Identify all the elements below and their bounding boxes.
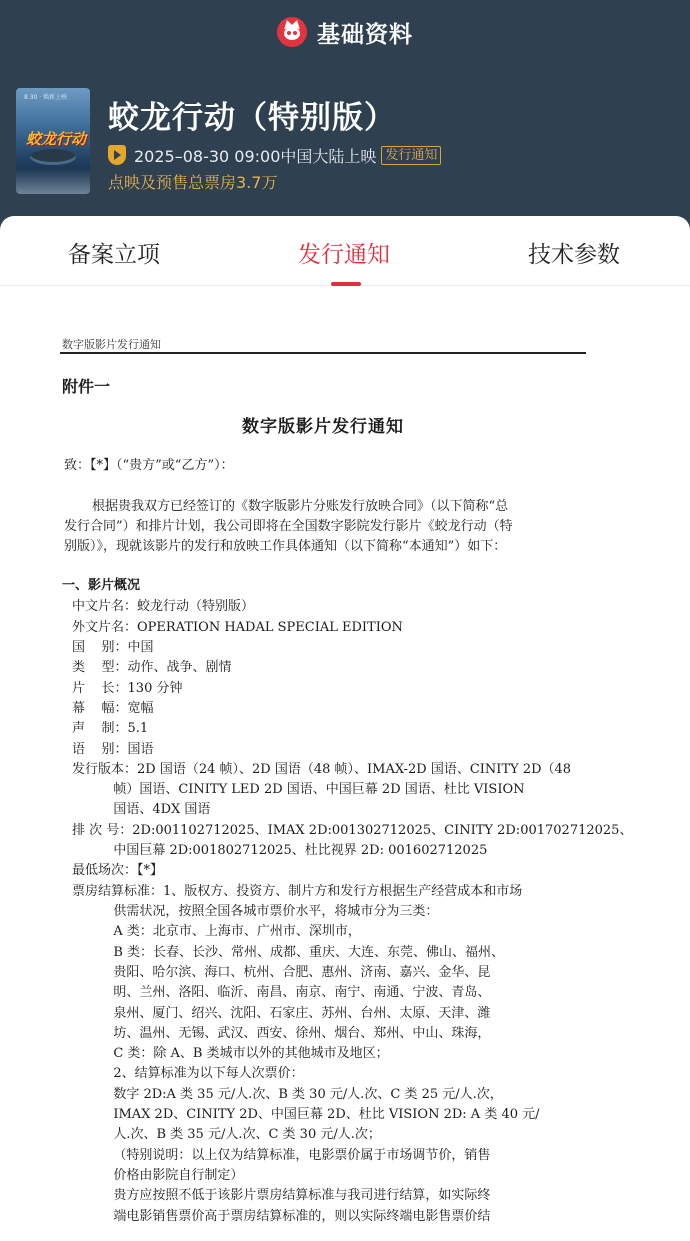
doc-field: 中文片名：蛟龙行动（特别版） (72, 599, 255, 614)
film-poster[interactable] (16, 88, 90, 194)
doc-field: 供需状况，按照全国各城市票价水平，将城市分为三类： (72, 904, 439, 919)
app-title: 基础资料 (317, 21, 413, 48)
doc-intro-line: 根据贵我双方已经签订的《数字版影片分账发行放映合同》（以下简称“总 (92, 499, 509, 514)
doc-field: A 类：北京市、上海市、广州市、深圳市， (72, 924, 361, 939)
doc-field: 数字 2D:A 类 35 元/人.次、B 类 30 元/人.次、C 类 25 元/人.次， (72, 1087, 503, 1102)
shield-play-icon (108, 145, 126, 165)
doc-field: IMAX 2D、CINITY 2D、中国巨幕 2D、杜比 VISION 2D: A 类 40 元/ (72, 1107, 540, 1122)
doc-running-header: 数字版影片发行通知 (62, 338, 161, 351)
doc-attachment-label: 附件一 (62, 377, 111, 396)
wave-graphic (16, 168, 90, 194)
doc-field: 泉州、厦门、绍兴、沈阳、石家庄、苏州、台州、太原、天津、潍 (72, 1006, 491, 1021)
poster-top-text: 8.30 · 焕新上映 (24, 94, 68, 101)
tab-filing[interactable]: 备案立项 (68, 242, 160, 268)
doc-field: 贵阳、哈尔滨、海口、杭州、合肥、惠州、济南、嘉兴、金华、昆 (72, 965, 491, 980)
doc-section-heading: 一、影片概况 (62, 578, 141, 593)
cat-eye-logo-icon (277, 17, 307, 47)
doc-field: 声 制：5.1 (72, 721, 149, 736)
doc-field: 坊、温州、无锡、武汉、西安、徐州、烟台、郑州、中山、珠海， (72, 1026, 491, 1041)
doc-intro-line: 别版）》，现就该影片的发行和放映工作具体通知（以下简称“本通知”）如下： (64, 539, 507, 554)
doc-field: 端电影销售票价高于票房结算标准的，则以实际终端电影售票价结 (72, 1209, 491, 1224)
film-title: 蛟龙行动（特别版） (108, 100, 396, 136)
doc-title: 数字版影片发行通知 (242, 417, 404, 437)
doc-field: 片 长：130 分钟 (72, 681, 183, 696)
film-header (0, 0, 690, 236)
box-office-total: 点映及预售总票房3.7万 (108, 173, 278, 192)
doc-header-rule (60, 352, 586, 354)
doc-field: B 类：长春、长沙、常州、成都、重庆、大连、东莞、佛山、福州、 (72, 945, 505, 960)
doc-field: C 类：除 A、B 类城市以外的其他城市及地区； (72, 1046, 389, 1061)
active-tab-indicator (331, 282, 361, 286)
doc-field: 外文片名：OPERATION HADAL SPECIAL EDITION (72, 620, 403, 635)
doc-field: 价格由影院自行制定） (72, 1168, 244, 1183)
tab-bar (0, 216, 690, 286)
doc-field: 最低场次：【*】 (72, 863, 164, 878)
doc-field: 国 别：中国 (72, 640, 154, 655)
tab-release-notice[interactable]: 发行通知 (298, 242, 390, 268)
doc-field: 中国巨幕 2D:001802712025、杜比视界 2D: 001602712025 (72, 843, 488, 858)
doc-field: 2、结算标准为以下每人次票价： (72, 1066, 304, 1081)
doc-field: 排 次 号：2D:001102712025、IMAX 2D:001302712025、CINITY 2D:001702712025、 (72, 823, 633, 838)
submarine-graphic (30, 149, 76, 165)
doc-field: 国语、4DX 国语 (72, 802, 211, 817)
release-info-row (108, 144, 441, 166)
doc-field: 人.次、B 类 35 元/人.次、C 类 30 元/人.次； (72, 1127, 381, 1142)
app-bar (0, 12, 690, 52)
doc-field: 发行版本：2D 国语（24 帧）、2D 国语（48 帧）、IMAX-2D 国语、CINITY 2D（48 (72, 762, 572, 777)
doc-field: 帧）国语、CINITY LED 2D 国语、中国巨幕 2D 国语、杜比 VISION (72, 782, 525, 797)
doc-field: （特别说明：以上仅为结算标准，电影票价属于市场调节价，销售 (72, 1148, 491, 1163)
tab-tech-specs[interactable]: 技术参数 (528, 242, 620, 268)
doc-field: 幕 幅：宽幅 (72, 701, 154, 716)
doc-field: 贵方应按照不低于该影片票房结算标准与我司进行结算，如实际终 (72, 1188, 491, 1203)
doc-field: 语 别：国语 (72, 742, 154, 757)
doc-field: 类 型：动作、战争、剧情 (72, 660, 232, 675)
release-date: 2025–08-30 09:00中国大陆上映 (134, 146, 377, 166)
poster-title: 蛟龙行动 (26, 130, 87, 148)
doc-field: 明、兰州、洛阳、临沂、南昌、南京、南宁、南通、宁波、青岛、 (72, 985, 491, 1000)
doc-field: 票房结算标准：1、版权方、投资方、制片方和发行方根据生产经营成本和市场 (72, 884, 523, 899)
doc-intro-line: 发行合同”）和排片计划，我公司即将在全国数字影院发行影片《蛟龙行动（特 (64, 519, 513, 534)
release-badge[interactable]: 发行通知 (381, 146, 441, 165)
doc-addressee: 致：【*】（“贵方”或“乙方”）： (64, 458, 234, 473)
